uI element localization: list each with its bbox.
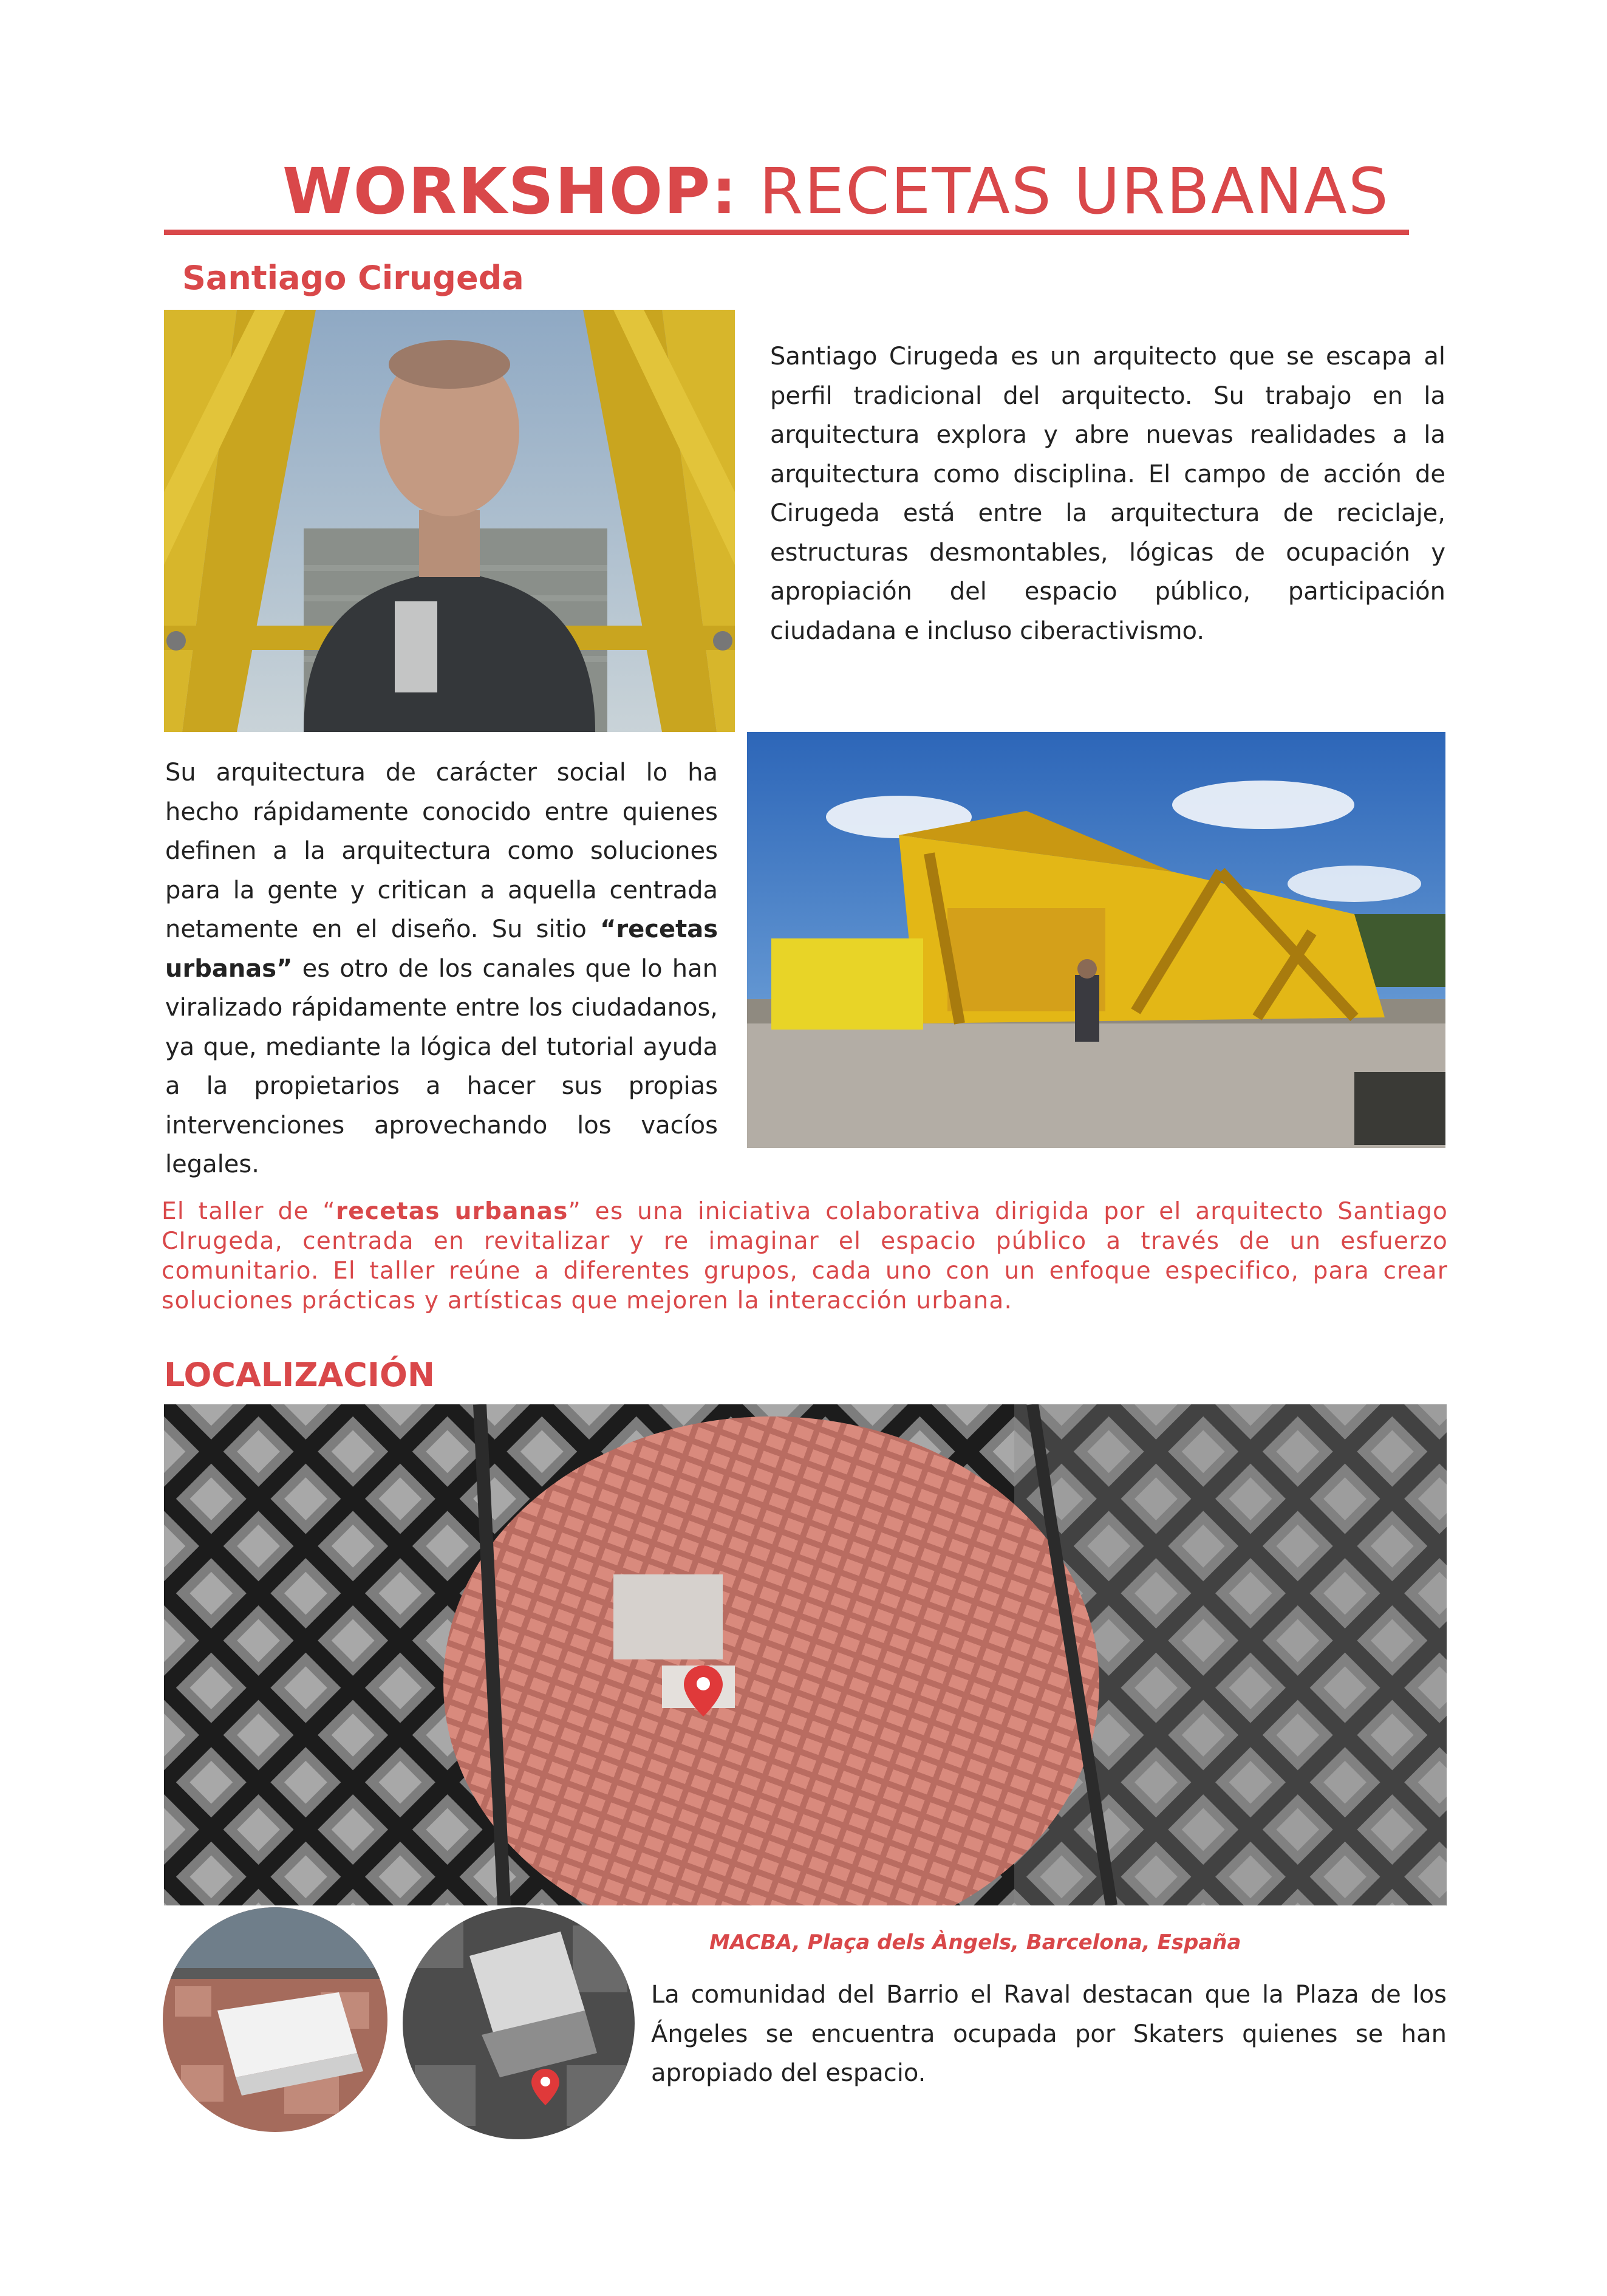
bio-site-name: “recetas urbanas” — [165, 915, 718, 983]
bio-paragraph-2-b: es otro de los canales que lo han viralizado rápidamente entre los ciudadanos, ya que, mediante la lógica del tutorial ayuda a la propietarios a hacer sus propias intervenciones aprovechando los vacíos legales. — [165, 954, 718, 1178]
author-name: Santiago Cirugeda — [182, 259, 524, 297]
bio-paragraph-2 — [165, 753, 718, 1184]
location-description: La comunidad del Barrio el Raval destacan que la Plaza de los Ángeles se encuentra ocupada por Skaters quienes se han apropiado del espacio. — [651, 1981, 1447, 2087]
macba-satellite-photo — [403, 1907, 635, 2139]
portrait-photo — [164, 310, 735, 732]
bio-paragraph-1: Santiago Cirugeda es un arquitecto que se escapa al perfil tradicional del arquitecto. Su trabajo en la arquitectura explora y abre nuevas realidades a la arquitectura como disciplina. El campo de acción de Cirugeda está entre la arquitectura de reciclaje, estructuras desmontables, lógicas de ocupación y apropiación del espacio público, participación ciudadana e incluso ciberactivismo. — [770, 343, 1445, 645]
title-divider — [164, 230, 1409, 235]
macba-aerial-photo — [163, 1907, 387, 2132]
workshop-intro-a: El taller de “ — [162, 1198, 336, 1225]
location-heading: LOCALIZACIÓN — [164, 1356, 435, 1394]
location-caption: MACBA, Plaça dels Àngels, Barcelona, España — [709, 1930, 1241, 1955]
page-title — [282, 152, 1390, 231]
pavilion-photo — [747, 732, 1445, 1148]
title-rest: RECETAS URBANAS — [737, 154, 1390, 228]
workshop-intro-bold: recetas urbanas — [335, 1198, 568, 1225]
bio-paragraph-2-a: Su arquitectura de carácter social lo ha hecho rápidamente conocido entre quienes definen a la arquitectura como soluciones para la gente y critican a aquella centrada netamente en el diseño. Su sitio — [165, 759, 718, 943]
workshop-intro — [162, 1197, 1448, 1316]
workshop-intro-b: ” es una iniciativa colaborativa dirigida por el arquitecto Santiago CIrugeda, centrada en revitalizar y re imaginar el espacio público a través de un esfuerzo comunitario. El taller reúne a diferentes grupos, cada uno con un enfoque especifico, para crear soluciones prácticas y artísticas que mejoren la interacción urbana. — [162, 1198, 1448, 1314]
aerial-map — [164, 1404, 1447, 1905]
title-bold: WORKSHOP: — [282, 154, 738, 228]
